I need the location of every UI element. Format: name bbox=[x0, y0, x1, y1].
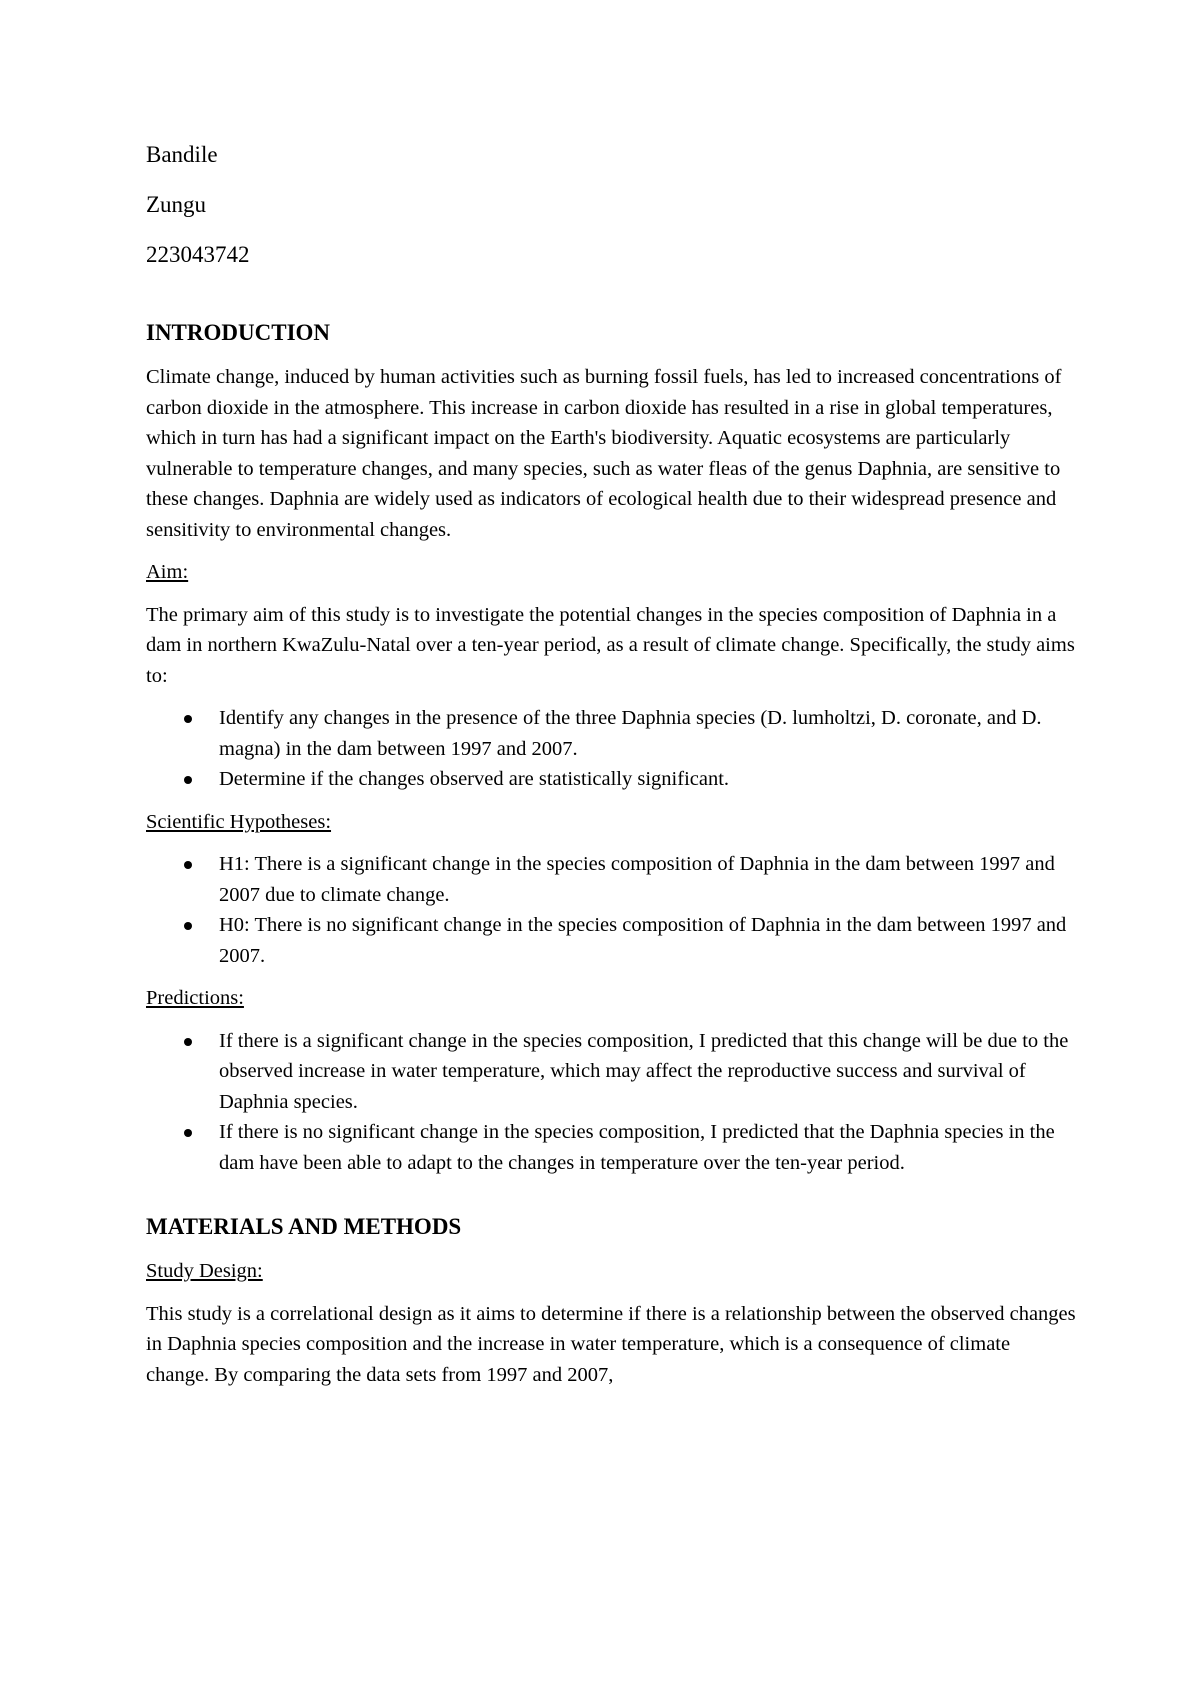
document-page bbox=[146, 140, 1076, 1402]
hypotheses-label: Scientific Hypotheses: bbox=[146, 810, 332, 833]
study-design-label: Study Design: bbox=[146, 1260, 263, 1282]
author-last-name: Zungu bbox=[146, 192, 207, 217]
list-item bbox=[146, 1117, 1076, 1178]
bullet-icon bbox=[184, 715, 192, 723]
bullet-icon bbox=[184, 776, 192, 784]
materials-methods-heading: MATERIALS AND METHODS bbox=[146, 1214, 462, 1239]
hypotheses-list bbox=[146, 849, 1076, 971]
list-item bbox=[146, 849, 1076, 910]
student-number: 223043742 bbox=[146, 242, 250, 267]
bullet-icon bbox=[184, 1129, 192, 1137]
list-item-text: Identify any changes in the presence of the three Daphnia species (D. lumholtzi, D. coronate, and D. magna) in the dam between 1997 and 2007. bbox=[219, 707, 1042, 760]
author-block bbox=[146, 140, 1076, 270]
list-item bbox=[146, 1026, 1076, 1118]
list-item bbox=[146, 764, 1076, 795]
introduction-paragraph: Climate change, induced by human activities such as burning fossil fuels, has led to increased concentrations of carbon dioxide in the atmosphere. This increase in carbon dioxide has resulted in a rise in global temperatures, which in turn has had a significant impact on the Earth's biodiversity. Aquatic ecosystems are particularly vulnerable to temperature changes, and many species, such as water fleas of the genus Daphnia, are sensitive to these changes. Daphnia are widely used as indicators of ecological health due to their widespread presence and sensitivity to environmental changes. bbox=[146, 366, 1062, 541]
list-item-text: H1: There is a significant change in the species composition of Daphnia in the dam between 1997 and 2007 due to climate change. bbox=[219, 853, 1055, 906]
predictions-list bbox=[146, 1026, 1076, 1179]
bullet-icon bbox=[184, 922, 192, 930]
aim-paragraph: The primary aim of this study is to investigate the potential changes in the species composition of Daphnia in a dam in northern KwaZulu-Natal over a ten-year period, as a result of climate change. Specifically, the study aims to: bbox=[146, 603, 1075, 687]
predictions-label: Predictions: bbox=[146, 987, 244, 1009]
bullet-icon bbox=[184, 1038, 192, 1046]
list-item-text: H0: There is no significant change in the species composition of Daphnia in the dam between 1997 and 2007. bbox=[219, 914, 1067, 967]
author-first-name: Bandile bbox=[146, 142, 218, 167]
list-item bbox=[146, 703, 1076, 764]
section-spacer bbox=[146, 1190, 1076, 1212]
list-item-text: If there is a significant change in the species composition, I predicted that this change will be due to the observed increase in water temperature, which may affect the reproductive success and survival of Daphnia species. bbox=[219, 1029, 1069, 1113]
list-item-text: Determine if the changes observed are statistically significant. bbox=[219, 768, 730, 790]
bullet-icon bbox=[184, 861, 192, 869]
list-item-text: If there is no significant change in the species composition, I predicted that the Daphnia species in the dam have been able to adapt to the changes in temperature over the ten-year period. bbox=[219, 1121, 1055, 1174]
aim-label: Aim: bbox=[146, 561, 189, 583]
list-item bbox=[146, 910, 1076, 971]
aim-list bbox=[146, 703, 1076, 795]
study-design-paragraph: This study is a correlational design as it aims to determine if there is a relationship between the observed changes in Daphnia species composition and the increase in water temperature, which is a consequence of climate change. By comparing the data sets from 1997 and 2007, bbox=[146, 1302, 1076, 1386]
introduction-heading: INTRODUCTION bbox=[146, 320, 331, 345]
